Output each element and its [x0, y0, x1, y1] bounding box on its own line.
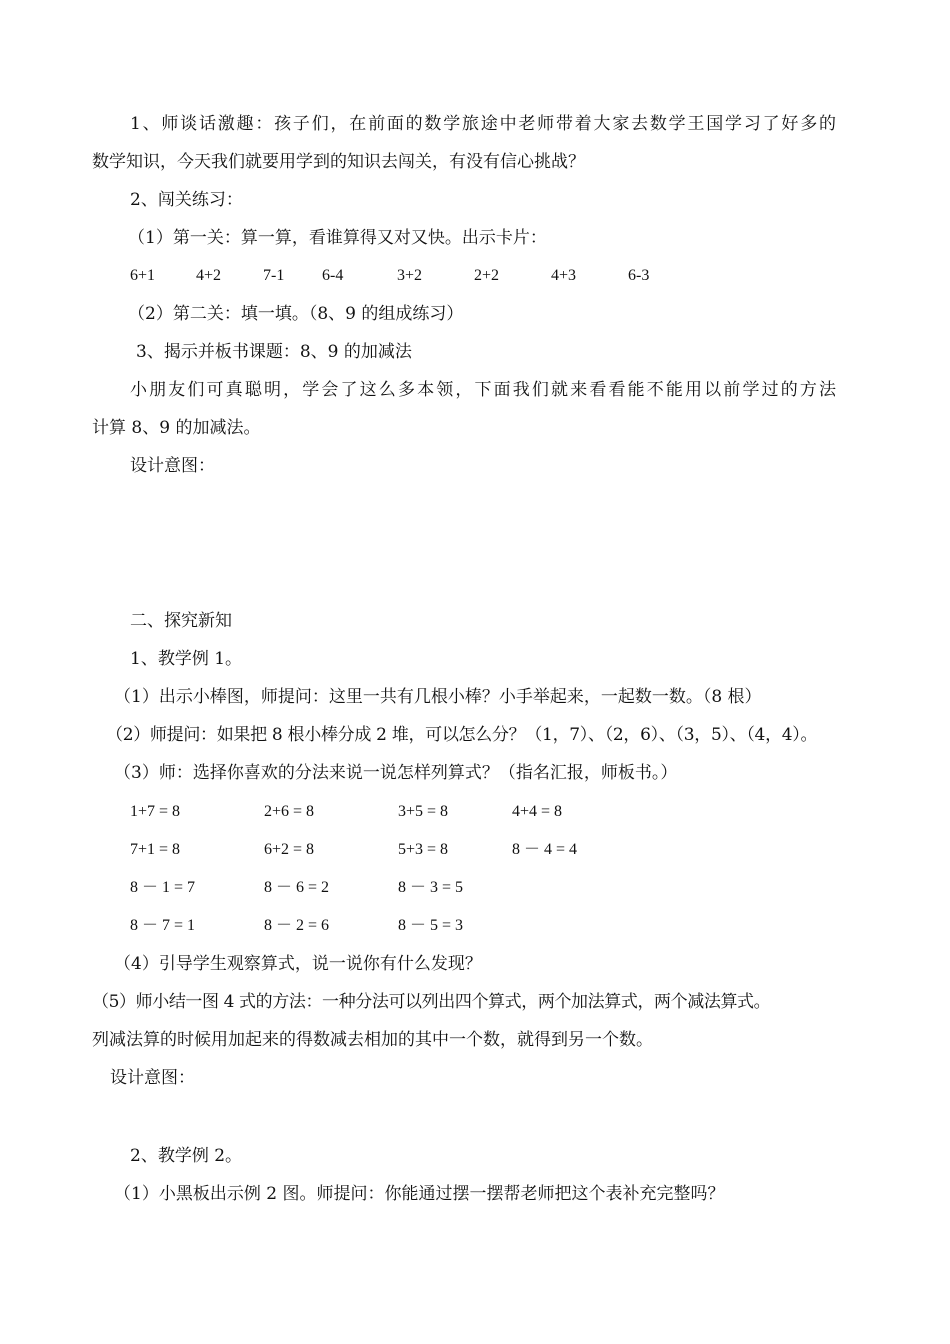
question-3: （3）师：选择你喜欢的分法来说一说怎样列算式？（指名汇报，师板书。）	[114, 763, 678, 783]
equation: 8 － 4 = 4	[512, 841, 578, 858]
intro-paragraph-3: 3、揭示并板书课题：8、9 的加减法	[136, 342, 412, 362]
intro-level-2: （2）第二关：填一填。（8、9 的组成练习）	[128, 304, 464, 324]
question-4: （4）引导学生观察算式，说一说你有什么发现？	[114, 954, 482, 974]
intro-paragraph-4-cont: 计算 8、9 的加减法。	[92, 418, 261, 438]
question-1: （1）出示小棒图，师提问：这里一共有几根小棒？小手举起来，一起数一数。（8 根）	[114, 687, 762, 707]
intro-paragraph-2: 2、闯关练习：	[130, 190, 243, 210]
equation: 3+5 = 8	[398, 803, 449, 820]
example-2-title: 2、教学例 2。	[130, 1146, 243, 1166]
question-6: （1）小黑板出示例 2 图。师提问：你能通过摆一摆帮老师把这个表补充完整吗？	[114, 1184, 725, 1204]
flashcard: 6-3	[628, 267, 650, 284]
flashcard: 4+3	[551, 267, 577, 284]
design-intent-2: 设计意图：	[110, 1068, 195, 1088]
question-2: （2）师提问：如果把 8 根小棒分成 2 堆，可以怎么分？（1，7）、（2，6）、（3，5）、（4，4）。	[106, 725, 818, 745]
equation: 6+2 = 8	[264, 841, 315, 858]
intro-paragraph-4: 小朋友们可真聪明，学会了这么多本领，下面我们就来看看能不能用以前学过的方法	[130, 380, 836, 400]
flashcard: 6-4	[322, 267, 344, 284]
example-1-title: 1、教学例 1。	[130, 649, 243, 669]
section-heading: 二、探究新知	[130, 611, 232, 631]
equation: 8 － 6 = 2	[264, 879, 330, 896]
equation: 8 － 2 = 6	[264, 917, 330, 934]
flashcard: 2+2	[474, 267, 500, 284]
intro-level-1: （1）第一关：算一算，看谁算得又对又快。出示卡片：	[128, 228, 547, 248]
intro-paragraph-1-cont: 数学知识，今天我们就要用学到的知识去闯关，有没有信心挑战？	[92, 152, 585, 172]
equation: 7+1 = 8	[130, 841, 181, 858]
flashcard: 6+1	[130, 267, 156, 284]
intro-paragraph-1: 1、师谈话激趣：孩子们，在前面的数学旅途中老师带着大家去数学王国学习了好多的	[130, 114, 836, 134]
equation: 8 － 5 = 3	[398, 917, 464, 934]
equation: 2+6 = 8	[264, 803, 315, 820]
equation: 8 － 3 = 5	[398, 879, 464, 896]
flashcard: 3+2	[397, 267, 423, 284]
question-5: （5）师小结一图 4 式的方法：一种分法可以列出四个算式，两个加法算式，两个减法算式。	[92, 992, 771, 1012]
equation: 5+3 = 8	[398, 841, 449, 858]
flashcard: 7-1	[263, 267, 285, 284]
equation: 8 － 1 = 7	[130, 879, 196, 896]
design-intent-1: 设计意图：	[130, 456, 215, 476]
equation: 4+4 = 8	[512, 803, 563, 820]
equation: 8 － 7 = 1	[130, 917, 196, 934]
equation: 1+7 = 8	[130, 803, 181, 820]
question-5-cont: 列减法算的时候用加起来的得数减去相加的其中一个数，就得到另一个数。	[92, 1030, 653, 1050]
flashcard: 4+2	[196, 267, 222, 284]
